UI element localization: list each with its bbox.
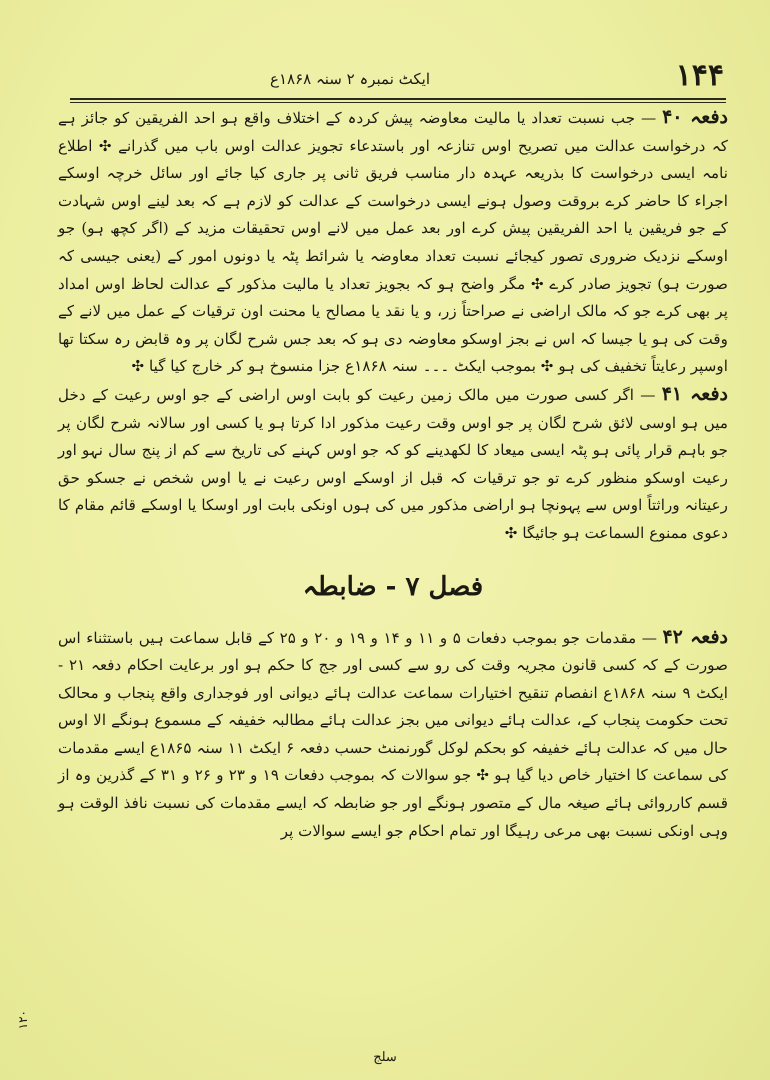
page-footer: سلج: [373, 1050, 397, 1065]
section-text: — جب نسبت تعداد یا مالیت معاوضہ پیش کردہ کے اختلاف واقع ہو احد الفریقین کو جائز ہے کہ درخواست عدالت میں تصریح اوس تنازعہ اور باستدعاء تجویز عدالت اوس باب میں گذرانے ✣ اطلاع نامہ ایسی درخواست کا بذریعہ عہدہ دار مناسب فریق ثانی پر جاری کیا جائے اور سائل خرچہ اوسکے اجراء کا حاضر کرے بروقت وصول ہونے ایسی درخواست کے عدالت کو لازم ہے کہ بعد لینے اوس شہادت کے جو فریقین یا احد الفریقین پیش کرے اور بعد عمل میں لانے اوس تحقیقات مزید کے (اگر کچھ ہو) جو اوسکے نزدیک ضروری تصور کیجائے نسبت تعداد معاوضہ یا شرائط پٹہ یا دونوں امور کے (یعنی جیسی کہ صورت ہو) تجویز صادر کرے ✣ مگر واضح ہو کہ بجویز تعداد یا مالیت مذکور کے عدالت لحاظ اوس امداد پر بھی کرے جو کہ مالک اراضی نے صراحتاً زر، و یا نقد یا مصالح یا محنت اون ترقیات کے عمل میں لانے کے وقت کی ہو یا جیسا کہ اس نے بجز اوسکو معاوضہ دی ہو کہ بعد جس شرح لگان پر وہ قابض رہ سکتا تھا اوسپر رعایتاً تخفیف کی ہو ✣ بموجب ایکٹ ۔۔۔ سنہ ۱۸۶۸ع جزا منسوخ ہو کر خارج کیا گیا ✣: [58, 109, 729, 376]
section-text: — مقدمات جو بموجب دفعات ۵ و ۱۱ و ۱۴ و ۱۹ و ۲۰ و ۲۵ کے قابل سماعت ہیں باستثناء اس صورت کے کہ کسی قانون مجریہ وقت کی رو سے کسی اور جج کا حکم ہو اور برعایت احکام دفعہ ۲۱ - ایکٹ ۹ سنہ ۱۸۶۸ع انفصام تنقیح اختیارات سماعت عدالت ہائے دیوانی اور فوجداری واقع پنجاب و محالک تحت حکومت پنجاب کے، عدالت ہائے دیوانی میں بجز عدالت ہائے مطالبہ خفیفہ کے مسموع ہونگے الا اوس حال میں کہ عدالت ہائے خفیفہ کو بحکم لوکل گورنمنٹ حسب دفعہ ۶ ایکٹ ۱۱ سنہ ۱۸۶۵ع ایسے مقدمات کی سماعت کا اختیار خاص دیا گیا ہو ✣ جو سوالات کہ بموجب دفعات ۱۹ و ۲۳ و ۲۶ و ۳۱ کے گذرین وہ از قسم کارروائی ہائے صیغہ مال کے متصور ہونگے اور جو ضابطہ کہ ایسے مقدمات کی نسبت نافذ الوقت ہو وہی اونکی نسبت بھی مرعی رہیگا اور تمام احکام جو ایسے سوالات پر: [58, 628, 728, 840]
page-header: [60, 58, 730, 98]
section-heading: دفعہ ۴۲: [662, 625, 728, 648]
margin-note: ۱۲۰: [16, 1010, 30, 1030]
section-41: [58, 381, 728, 548]
section-42: [58, 624, 728, 846]
chapter-title: فصل ۷ - ضابطہ: [302, 571, 484, 602]
act-title: ایکٹ نمبرہ ۲ سنہ ۱۸۶۸ع: [270, 70, 431, 88]
section-heading: دفعہ ۴۰: [662, 106, 728, 128]
section-text: — اگر کسی صورت میں مالک زمین رعیت کو بابت اوس اراضی کے جو اوس رعیت کے دخل میں ہو اوسی لائق شرح لگان پر جو اوس وقت رعیت مذکور ادا کرتا ہو یا کسی اور سالانہ شرح لگان پر جو باہم قرار پائی ہو پٹہ ایسی میعاد کا لکھدینے کو کہ جو اوس کہنے کی تاریخ سے کم از پنج سال نہو اور رعیت اوسکو منظور کرے تو جو ترقیات کہ قبل از اوسکے اوس رعیت نے یا اوس شخص نے جسکو حق رعیتانہ وراثتاً اوس سے پہونچا ہو اراضی مذکور میں کی ہوں اونکی بابت اور اوسکا یا اوسکے قائم مقام کا دعوی ممنوع السماعت ہو جائیگا ✣: [58, 385, 728, 542]
page-number: ۱۴۴: [675, 58, 724, 93]
header-rule: [70, 98, 726, 100]
document-body: [58, 104, 728, 1040]
section-heading: دفعہ ۴۱: [661, 382, 728, 405]
section-40: [58, 104, 728, 381]
